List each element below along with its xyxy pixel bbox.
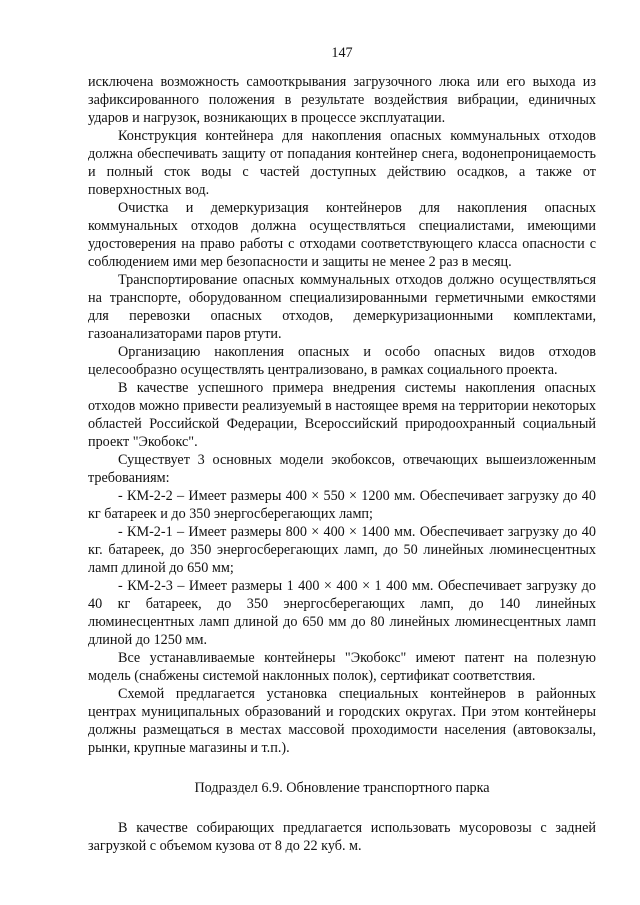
paragraph: Транспортирование опасных коммунальных отходов должно осуществляться на транспорте, оборудованном специализированными герметичными емкостями для перевозки опасных отходов, демеркуризационными комплектами, газоанализаторами паров ртути. <box>88 272 596 342</box>
document-page <box>88 0 596 905</box>
list-item-km-2-3: - КМ-2-3 – Имеет размеры 1 400 × 400 × 1 400 мм. Обеспечивает загрузку до 40 кг батареек, до 350 энергосберегающих ламп, до 140 линейных люминесцентных ламп длиной до 650 мм до 80 линейных люминесцентных ламп длиной до 1250 мм. <box>88 578 596 648</box>
paragraph: Очистка и демеркуризация контейнеров для накопления опасных коммунальных отходов должна осуществляться специалистами, имеющими удостоверения на право работы с отходами соответствующего класса опасности с соблюдением ими мер безопасности и защиты не менее 2 раз в месяц. <box>88 200 596 270</box>
list-item-km-2-1: - КМ-2-1 – Имеет размеры 800 × 400 × 1400 мм. Обеспечивает загрузку до 40 кг. батареек, до 350 энергосберегающих ламп, до 50 линейных люминесцентных ламп длиной до 650 мм; <box>88 524 596 576</box>
list-item-km-2-2: - КМ-2-2 – Имеет размеры 400 × 550 × 1200 мм. Обеспечивает загрузку до 40 кг батареек и до 350 энергосберегающих ламп; <box>88 488 596 522</box>
paragraph: Существует 3 основных модели экобоксов, отвечающих вышеизложенным требованиям: <box>88 452 596 486</box>
page-number: 147 <box>331 45 353 61</box>
document-body <box>88 73 596 855</box>
section-heading: Подраздел 6.9. Обновление транспортного парка <box>194 780 490 796</box>
paragraph: Конструкция контейнера для накопления опасных коммунальных отходов должна обеспечивать защиту от попадания контейнер снега, водонепроницаемость и полный сток воды с частей доступных действию осадков, а также от поверхностных вод. <box>88 128 596 198</box>
paragraph: Все устанавливаемые контейнеры "Экобокс" имеют патент на полезную модель (снабжены системой наклонных полок), сертификат соответствия. <box>88 650 596 684</box>
paragraph: исключена возможность самооткрывания загрузочного люка или его выхода из зафиксированного положения в результате воздействия вибрации, единичных ударов и нагрузок, возникающих в процессе эксплуатации. <box>88 74 596 126</box>
paragraph: В качестве успешного примера внедрения системы накопления опасных отходов можно привести реализуемый в настоящее время на территории некоторых областей Российской Федерации, Всероссийский природоохранный социальный проект "Экобокс". <box>88 380 596 450</box>
paragraph: Схемой предлагается установка специальных контейнеров в районных центрах муниципальных образований и городских округах. При этом контейнеры должны размещаться в местах массовой проходимости населения (автовокзалы, рынки, крупные магазины и т.п.). <box>88 686 596 756</box>
paragraph: Организацию накопления опасных и особо опасных видов отходов целесообразно осуществлять централизовано, в рамках социального проекта. <box>88 344 596 378</box>
paragraph: В качестве собирающих предлагается использовать мусоровозы с задней загрузкой с объемом кузова от 8 до 22 куб. м. <box>88 820 596 854</box>
